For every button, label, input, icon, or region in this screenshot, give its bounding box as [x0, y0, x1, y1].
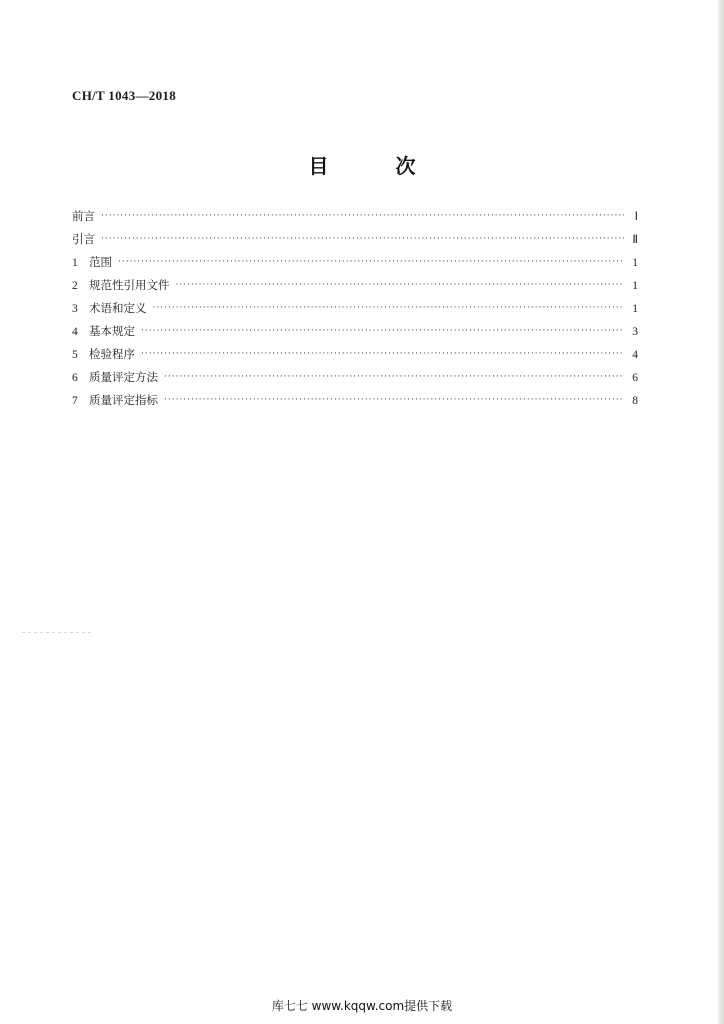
toc-entry[interactable]	[72, 277, 638, 300]
toc-entry-number: 5	[72, 349, 78, 361]
toc-leader-dots	[101, 234, 624, 244]
toc-entry[interactable]	[72, 369, 638, 392]
toc-entry-page: Ⅱ	[632, 234, 638, 246]
toc-entry-label: 引言	[72, 232, 95, 246]
toc-entry-label: 质量评定指标	[89, 393, 158, 407]
toc-entry-label: 范围	[89, 255, 112, 269]
toc-leader-dots	[176, 280, 625, 290]
table-of-contents	[72, 208, 638, 415]
toc-entry-page: 1	[632, 303, 638, 315]
toc-entry-number: 6	[72, 372, 78, 384]
toc-entry-page: 4	[632, 349, 638, 361]
toc-entry-page: Ⅰ	[634, 211, 638, 223]
toc-entry[interactable]	[72, 231, 638, 254]
toc-leader-dots	[118, 257, 624, 267]
toc-leader-dots	[164, 395, 624, 405]
toc-entry[interactable]	[72, 346, 638, 369]
scan-artifact	[22, 632, 92, 633]
toc-leader-dots	[141, 326, 624, 336]
toc-leader-dots	[164, 372, 624, 382]
download-footer: 库七七 www.kqqw.com提供下载	[271, 999, 453, 1013]
toc-entry-page: 8	[632, 395, 638, 407]
toc-entry-number: 4	[72, 326, 78, 338]
toc-entry-page: 3	[632, 326, 638, 338]
toc-title: 目 次	[308, 154, 446, 178]
toc-leader-dots	[153, 303, 625, 313]
toc-entry-label: 术语和定义	[89, 301, 147, 315]
toc-entry-label: 检验程序	[89, 347, 135, 361]
toc-entry-label: 规范性引用文件	[89, 278, 170, 292]
toc-entry-label: 前言	[72, 209, 95, 223]
toc-leader-dots	[141, 349, 624, 359]
toc-entry-page: 1	[632, 257, 638, 269]
toc-entry-number: 2	[72, 280, 78, 292]
toc-entry-page: 6	[632, 372, 638, 384]
toc-entry[interactable]	[72, 323, 638, 346]
toc-entry[interactable]	[72, 208, 638, 231]
toc-entry[interactable]	[72, 392, 638, 415]
toc-entry-label: 质量评定方法	[89, 370, 158, 384]
toc-entry-label: 基本规定	[89, 324, 135, 338]
toc-entry[interactable]	[72, 300, 638, 323]
toc-leader-dots	[101, 211, 624, 221]
toc-entry-number: 7	[72, 395, 78, 407]
toc-entry-number: 1	[72, 257, 78, 269]
standard-code: CH/T 1043—2018	[72, 88, 176, 103]
toc-entry[interactable]	[72, 254, 638, 277]
toc-entry-number: 3	[72, 303, 78, 315]
toc-entry-page: 1	[632, 280, 638, 292]
